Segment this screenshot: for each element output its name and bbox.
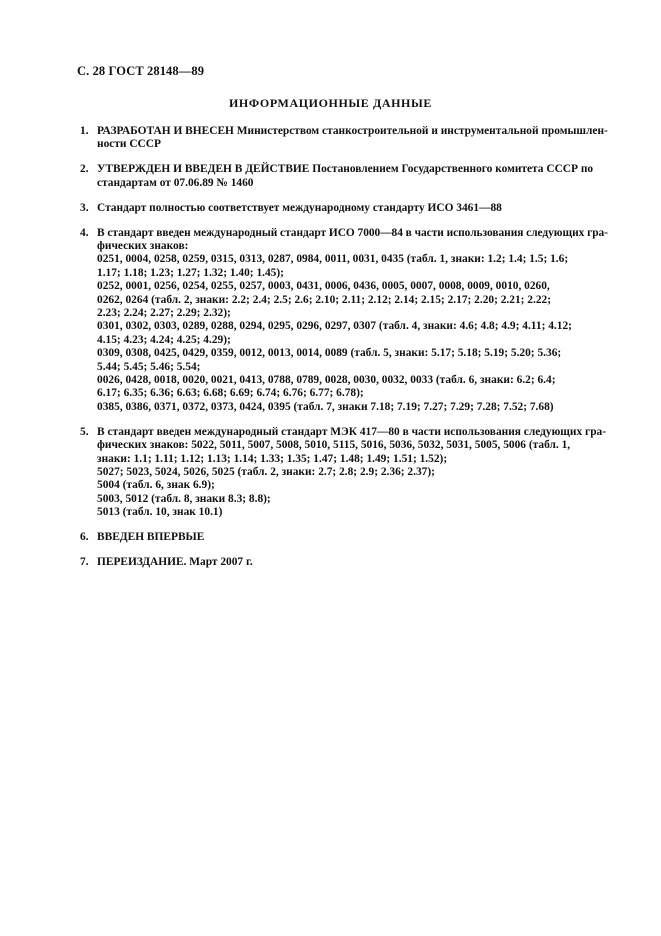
info-item	[80, 227, 608, 415]
item-number: 2.	[80, 163, 89, 176]
item-line: В стандарт введен международный стандарт ИСО 7000—84 в части использования следующих гра-	[97, 226, 608, 239]
item-line: УТВЕРЖДЕН И ВВЕДЕН В ДЕЙСТВИЕ Постановлением Государственного комитета СССР по	[97, 163, 594, 176]
item-line: Стандарт полностью соответствует международному стандарту ИСО 3461—88	[97, 201, 502, 214]
item-line: ВВЕДЕН ВПЕРВЫЕ	[97, 531, 205, 544]
item-line: 5003, 5012 (табл. 8, знаки 8.3; 8.8);	[97, 492, 271, 505]
item-body	[97, 163, 608, 190]
item-number: 3.	[80, 201, 89, 214]
item-line: ности СССР	[97, 138, 161, 151]
item-number: 6.	[80, 531, 89, 544]
item-line: знаки: 1.1; 1.11; 1.12; 1.13; 1.14; 1.33; 1.35; 1.47; 1.48; 1.49; 1.51; 1.52);	[97, 452, 448, 465]
item-line: 4.15; 4.23; 4.24; 4.25; 4.29);	[97, 333, 231, 346]
item-number: 4.	[80, 226, 89, 239]
item-line: 5013 (табл. 10, знак 10.1)	[97, 506, 223, 519]
item-line: 0262, 0264 (табл. 2, знаки: 2.2; 2.4; 2.5; 2.6; 2.10; 2.11; 2.12; 2.14; 2.15; 2.17; 2.20; 2.21; 2.22;	[97, 293, 552, 306]
info-item	[80, 163, 608, 190]
info-item	[80, 202, 608, 215]
item-line: 2.23; 2.24; 2.27; 2.29; 2.32);	[97, 306, 231, 319]
item-line: фических знаков:	[97, 239, 189, 252]
item-number: 5.	[80, 425, 89, 438]
item-number: 1.	[80, 125, 89, 137]
item-line: 0251, 0004, 0258, 0259, 0315, 0313, 0287, 0984, 0011, 0031, 0435 (табл. 1, знаки: 1.2; 1.4; 1.5; 1.6;	[97, 253, 569, 266]
info-item	[80, 531, 608, 544]
item-line: ПЕРЕИЗДАНИЕ. Март 2007 г.	[97, 555, 253, 568]
item-body	[97, 202, 608, 215]
item-line: 6.17; 6.35; 6.36; 6.63; 6.68; 6.69; 6.74; 6.76; 6.77; 6.78);	[97, 387, 364, 400]
info-list	[80, 125, 608, 581]
item-body	[97, 531, 608, 544]
info-item	[80, 426, 608, 520]
item-line: 5.44; 5.45; 5.46; 5.54;	[97, 360, 201, 373]
item-number: 7.	[80, 555, 89, 568]
item-body	[97, 426, 608, 520]
item-line: В стандарт введен международный стандарт МЭК 417—80 в части использования следующих гра-	[97, 425, 607, 438]
item-line: 0301, 0302, 0303, 0289, 0288, 0294, 0295, 0296, 0297, 0307 (табл. 4, знаки: 4.6; 4.8; 4.9; 4.11; 4.12;	[97, 320, 572, 333]
item-line: стандартам от 07.06.89 № 1460	[97, 176, 254, 189]
item-line: 0309, 0308, 0425, 0429, 0359, 0012, 0013, 0014, 0089 (табл. 5, знаки: 5.17; 5.18; 5.19; 5.20; 5.36;	[97, 347, 562, 360]
item-body	[97, 125, 608, 152]
item-line: 1.17; 1.18; 1.23; 1.27; 1.32; 1.40; 1.45);	[97, 266, 284, 279]
info-item	[80, 556, 608, 569]
item-line: 0026, 0428, 0018, 0020, 0021, 0413, 0788, 0789, 0028, 0030, 0032, 0033 (табл. 6, знаки: 6.2; 6.4;	[97, 374, 556, 386]
item-line: 5027; 5023, 5024, 5026, 5025 (табл. 2, знаки: 2.7; 2.8; 2.9; 2.36; 2.37);	[97, 465, 435, 478]
info-item	[80, 125, 608, 152]
item-line: фических знаков: 5022, 5011, 5007, 5008, 5010, 5115, 5016, 5036, 5032, 5031, 5005, 5006 (табл. 1,	[97, 439, 571, 452]
section-title: ИНФОРМАЦИОННЫЕ ДАННЫЕ	[229, 96, 432, 110]
item-body	[97, 556, 608, 569]
item-line: РАЗРАБОТАН И ВНЕСЕН Министерством станкостроительной и инструментальной промышлен-	[97, 125, 608, 137]
item-body	[97, 227, 608, 415]
item-line: 0385, 0386, 0371, 0372, 0373, 0424, 0395 (табл. 7, знаки 7.18; 7.19; 7.27; 7.29; 7.28; 7.52; 7.68)	[97, 400, 554, 413]
item-line: 5004 (табл. 6, знак 6.9);	[97, 479, 215, 492]
item-line: 0252, 0001, 0256, 0254, 0255, 0257, 0003, 0431, 0006, 0436, 0005, 0007, 0008, 0009, 0010, 0260,	[97, 280, 550, 293]
page-header: С. 28 ГОСТ 28148—89	[77, 64, 205, 78]
